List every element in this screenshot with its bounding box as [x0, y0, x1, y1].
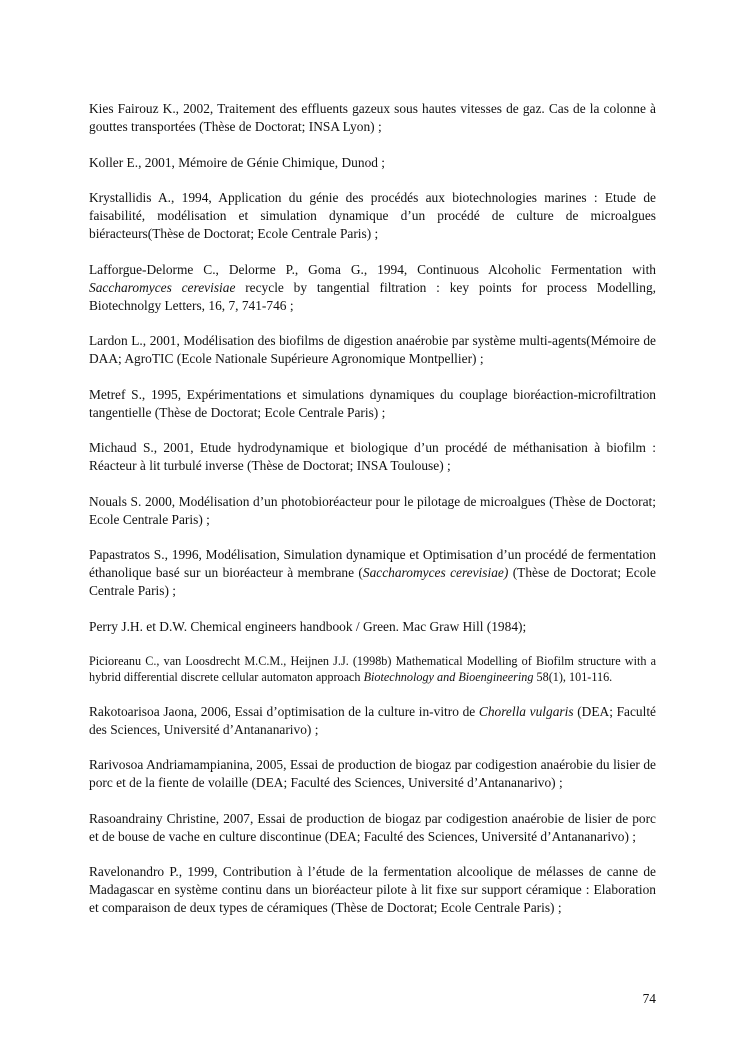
reference-entry: Perry J.H. et D.W. Chemical engineers handbook / Green. Mac Graw Hill (1984); — [89, 618, 527, 634]
reference-entry: Papastratos S., 1996, Modélisation, Simulation dynamique et Optimisation d’un procédé de fermentation éthanolique basé sur un bioréacteur à membrane (Saccharomyces cerevisiae) (Thèse de Doctorat; Ecole Centrale Paris) ; — [89, 547, 656, 598]
reference-entry: Michaud S., 2001, Etude hydrodynamique et biologique d’un procédé de méthanisation à biofilm : Réacteur à lit turbulé inverse (Thèse de Doctorat; INSA Toulouse) ; — [89, 440, 656, 473]
page-number: 74 — [642, 991, 656, 1006]
reference-entry: Ravelonandro P., 1999, Contribution à l’étude de la fermentation alcoolique de mélasses de canne de Madagascar en système continu dans un bioréacteur pilote à lit fixe sur support céramique : Elaboration et comparaison de deux types de céramiques (Thèse de Doctorat; Ecole Centrale Paris) ; — [89, 864, 656, 915]
reference-entry: Koller E., 2001, Mémoire de Génie Chimique, Dunod ; — [89, 154, 386, 170]
reference-entry: Lafforgue-Delorme C., Delorme P., Goma G., 1994, Continuous Alcoholic Fermentation with Saccharomyces cerevisiae recycle by tangential filtration : key points for process Modelling, Biotechnolgy Letters, 16, 7, 741-746 ; — [89, 261, 656, 313]
reference-list — [89, 100, 656, 917]
reference-entry: Picioreanu C., van Loosdrecht M.C.M., Heijnen J.J. (1998b) Mathematical Modelling of Biofilm structure with a hybrid differential discrete cellular automaton approach Biotechnology and Bioengineering 58(1), 101-116. — [89, 654, 656, 684]
reference-entry: Rarivosoa Andriamampianina, 2005, Essai de production de biogaz par codigestion anaérobie du lisier de porc et de la fiente de volaille (DEA; Faculté des Sciences, Université d’Antananarivo) ; — [89, 757, 656, 790]
reference-entry: Kies Fairouz K., 2002, Traitement des effluents gazeux sous hautes vitesses de gaz. Cas de la colonne à gouttes transportées (Thèse de Doctorat; INSA Lyon) ; — [89, 101, 656, 134]
reference-entry: Metref S., 1995, Expérimentations et simulations dynamiques du couplage bioréaction-microfiltration tangentielle (Thèse de Doctorat; Ecole Centrale Paris) ; — [89, 386, 656, 420]
reference-entry: Rakotoarisoa Jaona, 2006, Essai d’optimisation de la culture in-vitro de Chorella vulgaris (DEA; Faculté des Sciences, Université d’Antananarivo) ; — [89, 703, 656, 737]
reference-entry: Lardon L., 2001, Modélisation des biofilms de digestion anaérobie par système multi-agents(Mémoire de DAA; AgroTIC (Ecole Nationale Supérieure Agronomique Montpellier) ; — [89, 333, 656, 366]
reference-entry: Nouals S. 2000, Modélisation d’un photobioréacteur pour le pilotage de microalgues (Thèse de Doctorat; Ecole Centrale Paris) ; — [89, 493, 656, 527]
reference-entry: Krystallidis A., 1994, Application du génie des procédés aux biotechnologies marines : Etude de faisabilité, modélisation et simulation dynamique d’un procédé de culture de microalgues biéracteurs(Thèse de Doctorat; Ecole Centrale Paris) ; — [89, 190, 656, 241]
reference-entry: Rasoandrainy Christine, 2007, Essai de production de biogaz par codigestion anaérobie de lisier de porc et de bouse de vache en culture discontinue (DEA; Faculté des Sciences, Université d’Antananarivo) ; — [89, 810, 656, 844]
